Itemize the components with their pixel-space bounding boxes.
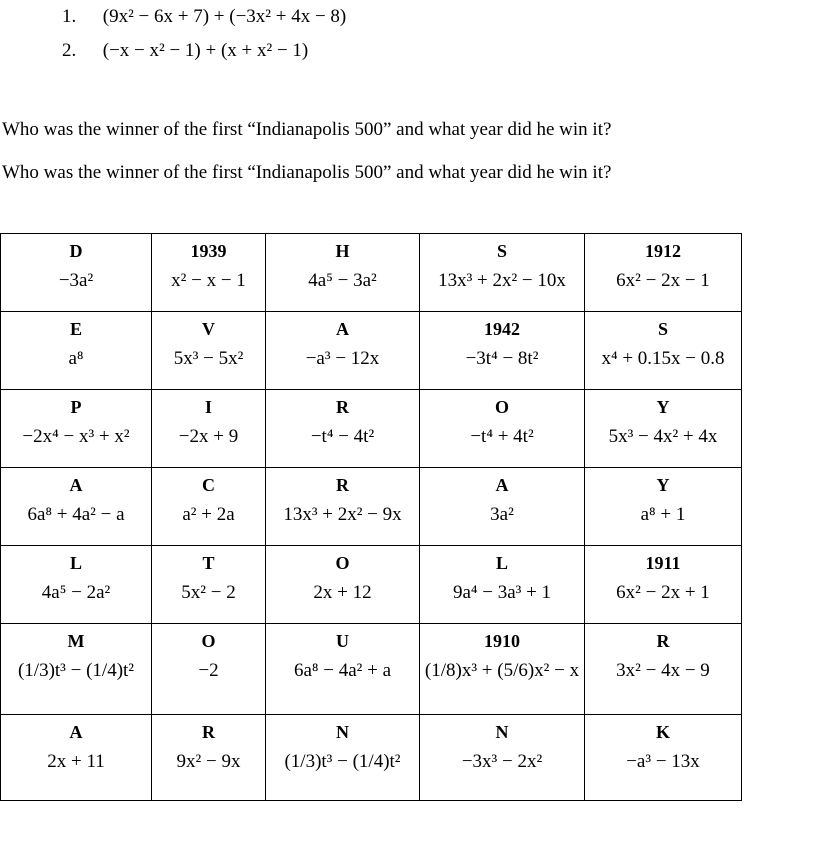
cell-expression: −3x³ − 2x² [461, 751, 543, 772]
question-text: Who was the winner of the first “Indianapolis 500” and what year did he win it? [2, 162, 612, 183]
cell-label: E [69, 319, 82, 339]
cell-label: 1942 [484, 319, 520, 339]
grid-cell [266, 715, 420, 801]
grid-cell [420, 546, 585, 624]
cell-expression: −3a² [58, 270, 94, 291]
grid-row [1, 234, 742, 312]
cell-expression: a⁸ [68, 348, 84, 369]
problem-1 [62, 6, 346, 28]
problem-number: 2. [62, 40, 77, 61]
grid-cell [585, 312, 742, 390]
cell-label: I [204, 397, 212, 417]
grid-row [1, 546, 742, 624]
grid-cell [152, 624, 266, 715]
cell-expression: −a³ − 12x [305, 348, 380, 369]
cell-expression: 6x² − 2x + 1 [616, 582, 710, 603]
cell-expression: 4a⁵ − 3a² [308, 270, 377, 291]
cell-label: S [496, 241, 507, 261]
grid-row [1, 624, 742, 715]
cell-label: N [495, 722, 509, 742]
cell-expression: −t⁴ + 4t² [470, 426, 534, 447]
cell-expression: 4a⁵ − 2a² [41, 582, 111, 603]
problem-number: 1. [62, 6, 77, 27]
cell-expression: a⁸ + 1 [640, 504, 686, 525]
grid-cell [1, 468, 152, 546]
cell-expression: 9x² − 9x [176, 751, 241, 772]
grid-cell [266, 234, 420, 312]
cell-label: R [336, 475, 349, 495]
grid-cell [1, 715, 152, 801]
grid-cell [585, 546, 742, 624]
grid-cell [585, 624, 742, 715]
grid-row [1, 390, 742, 468]
cell-expression: 9a⁴ − 3a³ + 1 [452, 582, 552, 603]
cell-expression: 6a⁸ + 4a² − a [27, 504, 125, 525]
grid-cell [266, 312, 420, 390]
cell-label: A [69, 475, 83, 495]
cell-label: R [336, 397, 349, 417]
cell-label: A [69, 722, 83, 742]
cell-label: O [494, 397, 509, 417]
cell-expression: x⁴ + 0.15x − 0.8 [601, 348, 725, 369]
cell-expression: (1/3)t³ − (1/4)t² [284, 751, 401, 772]
cell-label: T [202, 553, 215, 573]
cell-expression: x² − x − 1 [171, 270, 246, 291]
grid-cell [266, 624, 420, 715]
problem-2 [62, 40, 308, 62]
cell-label: 1912 [645, 241, 681, 261]
answer-grid [0, 233, 742, 801]
cell-label: M [67, 631, 85, 651]
problem-expression: (9x² − 6x + 7) + (−3x² + 4x − 8) [102, 6, 347, 27]
cell-label: 1911 [645, 553, 681, 573]
cell-expression: (1/3)t³ − (1/4)t² [17, 660, 135, 681]
grid-cell [420, 390, 585, 468]
grid-row [1, 715, 742, 801]
cell-expression: (1/8)x³ + (5/6)x² − x [424, 660, 580, 681]
cell-label: O [201, 631, 216, 651]
cell-expression: −2x⁴ − x³ + x² [22, 426, 130, 447]
grid-cell [420, 468, 585, 546]
cell-expression: 3a² [490, 504, 514, 525]
cell-label: C [202, 475, 215, 495]
grid-cell [152, 390, 266, 468]
grid-cell [266, 546, 420, 624]
cell-label: A [495, 475, 509, 495]
question-text: Who was the winner of the first “Indianapolis 500” and what year did he win it? [2, 119, 612, 140]
cell-expression: 13x³ + 2x² − 10x [438, 270, 566, 291]
cell-label: V [202, 319, 215, 339]
cell-label: Y [656, 475, 670, 495]
cell-expression: 5x³ − 5x² [173, 348, 244, 369]
cell-label: L [495, 553, 508, 573]
cell-label: P [70, 397, 82, 417]
cell-expression: a² + 2a [182, 504, 235, 525]
cell-expression: 5x³ − 4x² + 4x [608, 426, 718, 447]
cell-expression: 2x + 11 [47, 751, 105, 772]
cell-expression: 13x³ + 2x² − 9x [283, 504, 402, 525]
cell-label: N [336, 722, 349, 742]
grid-cell [152, 234, 266, 312]
grid-cell [266, 468, 420, 546]
grid-cell [152, 312, 266, 390]
grid-cell [1, 312, 152, 390]
cell-expression: −a³ − 13x [626, 751, 700, 772]
grid-cell [266, 390, 420, 468]
grid-cell [420, 234, 585, 312]
grid-cell [152, 468, 266, 546]
cell-label: K [655, 722, 670, 742]
grid-cell [585, 468, 742, 546]
cell-label: R [202, 722, 215, 742]
cell-label: L [69, 553, 82, 573]
grid-cell [1, 546, 152, 624]
grid-cell [1, 624, 152, 715]
grid-cell [420, 715, 585, 801]
grid-row [1, 468, 742, 546]
cell-expression: −2x + 9 [178, 426, 239, 447]
cell-expression: 3x² − 4x − 9 [616, 660, 710, 681]
cell-expression: 6x² − 2x − 1 [616, 270, 710, 291]
cell-label: Y [656, 397, 670, 417]
grid-cell [585, 715, 742, 801]
cell-expression: 2x + 12 [313, 582, 372, 603]
cell-label: H [335, 241, 350, 261]
cell-label: O [335, 553, 350, 573]
grid-cell [420, 312, 585, 390]
cell-expression: −t⁴ − 4t² [310, 426, 375, 447]
grid-cell [152, 546, 266, 624]
grid-cell [152, 715, 266, 801]
cell-expression: −2 [198, 660, 219, 681]
cell-label: S [657, 319, 668, 339]
grid-cell [585, 390, 742, 468]
cell-expression: 5x² − 2 [181, 582, 236, 603]
cell-label: D [69, 241, 83, 261]
grid-row [1, 312, 742, 390]
grid-cell [1, 234, 152, 312]
grid-cell [420, 624, 585, 715]
cell-label: R [656, 631, 670, 651]
problem-expression: (−x − x² − 1) + (x + x² − 1) [102, 40, 309, 61]
cell-expression: −3t⁴ − 8t² [465, 348, 539, 369]
grid-cell [585, 234, 742, 312]
cell-expression: 6a⁸ − 4a² + a [293, 660, 392, 681]
cell-label: A [336, 319, 349, 339]
cell-label: 1939 [190, 241, 227, 261]
cell-label: U [336, 631, 349, 651]
cell-label: 1910 [484, 631, 520, 651]
grid-cell [1, 390, 152, 468]
